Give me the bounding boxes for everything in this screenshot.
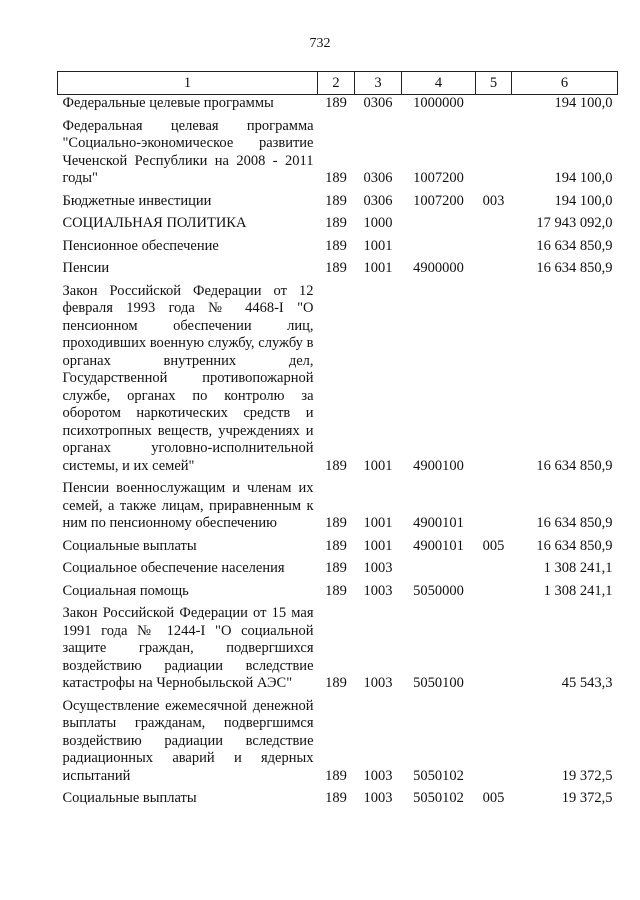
header-col-3: 3 (355, 72, 402, 95)
row-chapter-code: 189 (325, 515, 347, 531)
row-target-article: 4900101 (413, 537, 464, 554)
row-chapter-code: 189 (325, 95, 347, 111)
row-chapter-code: 189 (325, 457, 347, 474)
row-amount: 16 634 850,9 (536, 237, 613, 254)
row-name: Бюджетные инвестиции (62, 192, 212, 209)
row-section-code: 1000 (363, 215, 393, 231)
header-col-4: 4 (402, 72, 476, 95)
header-col-6: 6 (512, 72, 618, 95)
row-amount: 16 634 850,9 (536, 537, 613, 554)
table-header (58, 72, 618, 95)
row-target-article: 1007200 (413, 192, 464, 209)
row-amount: 17 943 092,0 (536, 215, 613, 231)
row-expense-type (476, 480, 512, 538)
row-name: СОЦИАЛЬНАЯ ПОЛИТИКА (62, 215, 247, 231)
row-target-article: 1007200 (413, 170, 464, 186)
row-name: Социальные выплаты (62, 537, 197, 554)
table-row (58, 560, 618, 583)
row-section-code: 1001 (363, 515, 393, 531)
row-target-article: 1000000 (413, 95, 464, 111)
page-number: 732 (309, 36, 331, 51)
row-name: Федеральные целевые программы (62, 95, 274, 111)
row-amount: 194 100,0 (554, 95, 613, 111)
row-chapter-code: 189 (325, 170, 347, 186)
row-name: Пенсионное обеспечение (62, 237, 219, 254)
row-name: Осуществление ежемесячной денежной выплаты гражданам, подвергшимся воздействию радиации вследствие радиационных аварий и ядерных испытаний (62, 697, 314, 784)
header-col-2: 2 (318, 72, 355, 95)
row-target-article: 5050102 (413, 767, 464, 784)
row-target-article: 4900101 (413, 515, 464, 531)
row-section-code: 1001 (363, 260, 393, 276)
row-expense-type (476, 605, 512, 698)
row-amount: 194 100,0 (554, 192, 613, 209)
row-chapter-code: 189 (325, 560, 347, 576)
row-target-article: 5050102 (413, 790, 464, 806)
table-row (58, 215, 618, 238)
row-name: Пенсии (62, 260, 110, 276)
row-amount: 16 634 850,9 (536, 515, 613, 531)
row-expense-type: 005 (482, 537, 505, 554)
table-row (58, 283, 618, 481)
row-amount: 1 308 241,1 (543, 582, 613, 599)
row-chapter-code: 189 (325, 675, 347, 691)
row-expense-type (476, 260, 512, 283)
row-section-code: 1001 (363, 237, 393, 254)
row-section-code: 1003 (363, 560, 393, 576)
row-name: Закон Российской Федерации от 12 февраля 1993 года № 4468-I "О пенсионном обеспечении лиц, проходивших военную службу, службу в органах внутренних дел, Государственной противопожарной службе, органах по контролю за оборотом наркотических средств и психотропных веществ, учреждениях и органах уголовно-исполнительной системы, и их семей" (62, 282, 314, 474)
row-name: Социальная помощь (62, 582, 189, 599)
row-amount: 19 372,5 (561, 767, 613, 784)
row-section-code: 1001 (363, 457, 393, 474)
row-chapter-code: 189 (325, 215, 347, 231)
row-expense-type (476, 215, 512, 238)
table-row (58, 698, 618, 791)
row-chapter-code: 189 (325, 537, 347, 554)
row-chapter-code: 189 (325, 192, 347, 209)
row-section-code: 1001 (363, 537, 393, 554)
row-expense-type (476, 118, 512, 193)
row-name: Федеральная целевая программа "Социально-экономическое развитие Чеченской Республики на 2008 - 2011 годы" (62, 117, 314, 186)
row-expense-type (476, 560, 512, 583)
row-section-code: 0306 (363, 170, 393, 186)
row-target-article (402, 238, 476, 261)
row-name: Пенсии военнослужащим и членам их семей, а также лицам, приравненным к ним по пенсионному обеспечению (62, 480, 314, 531)
table-row (58, 118, 618, 193)
row-amount: 16 634 850,9 (536, 260, 613, 276)
row-target-article: 4900000 (413, 260, 464, 276)
row-amount: 45 543,3 (561, 675, 613, 691)
row-expense-type (476, 698, 512, 791)
table-row (58, 193, 618, 216)
row-target-article: 4900100 (413, 457, 464, 474)
row-chapter-code: 189 (325, 237, 347, 254)
budget-table (57, 71, 618, 813)
row-target-article: 5050000 (413, 582, 464, 599)
table-row (58, 238, 618, 261)
table-row (58, 605, 618, 698)
table-row (58, 583, 618, 606)
row-amount: 1 308 241,1 (543, 560, 613, 576)
row-name: Социальное обеспечение населения (62, 560, 285, 576)
row-section-code: 1003 (363, 790, 393, 806)
row-target-article (402, 215, 476, 238)
row-name: Закон Российской Федерации от 15 мая 1991 года № 1244-I "О социальной защите граждан, подвергшихся воздействию радиации вследствие катастрофы на Чернобыльской АЭС" (62, 605, 314, 691)
row-target-article (402, 560, 476, 583)
row-expense-type (476, 583, 512, 606)
row-section-code: 0306 (363, 95, 393, 111)
row-expense-type: 005 (482, 790, 505, 806)
row-expense-type (476, 95, 512, 118)
table-body (58, 95, 618, 813)
header-col-1: 1 (58, 72, 318, 95)
row-name: Социальные выплаты (62, 790, 197, 806)
row-chapter-code: 189 (325, 767, 347, 784)
table-row (58, 260, 618, 283)
table-row (58, 480, 618, 538)
row-amount: 19 372,5 (561, 790, 613, 806)
table-row (58, 790, 618, 813)
header-col-5: 5 (476, 72, 512, 95)
row-expense-type (476, 283, 512, 481)
row-chapter-code: 189 (325, 790, 347, 806)
row-expense-type: 003 (482, 192, 505, 209)
row-chapter-code: 189 (325, 582, 347, 599)
row-section-code: 1003 (363, 582, 393, 599)
table-row (58, 538, 618, 561)
table-row (58, 95, 618, 118)
row-section-code: 1003 (363, 675, 393, 691)
row-section-code: 1003 (363, 767, 393, 784)
row-chapter-code: 189 (325, 260, 347, 276)
row-amount: 16 634 850,9 (536, 457, 613, 474)
row-expense-type (476, 238, 512, 261)
row-target-article: 5050100 (413, 675, 464, 691)
header-row (58, 72, 618, 95)
row-section-code: 0306 (363, 192, 393, 209)
row-amount: 194 100,0 (554, 170, 613, 186)
